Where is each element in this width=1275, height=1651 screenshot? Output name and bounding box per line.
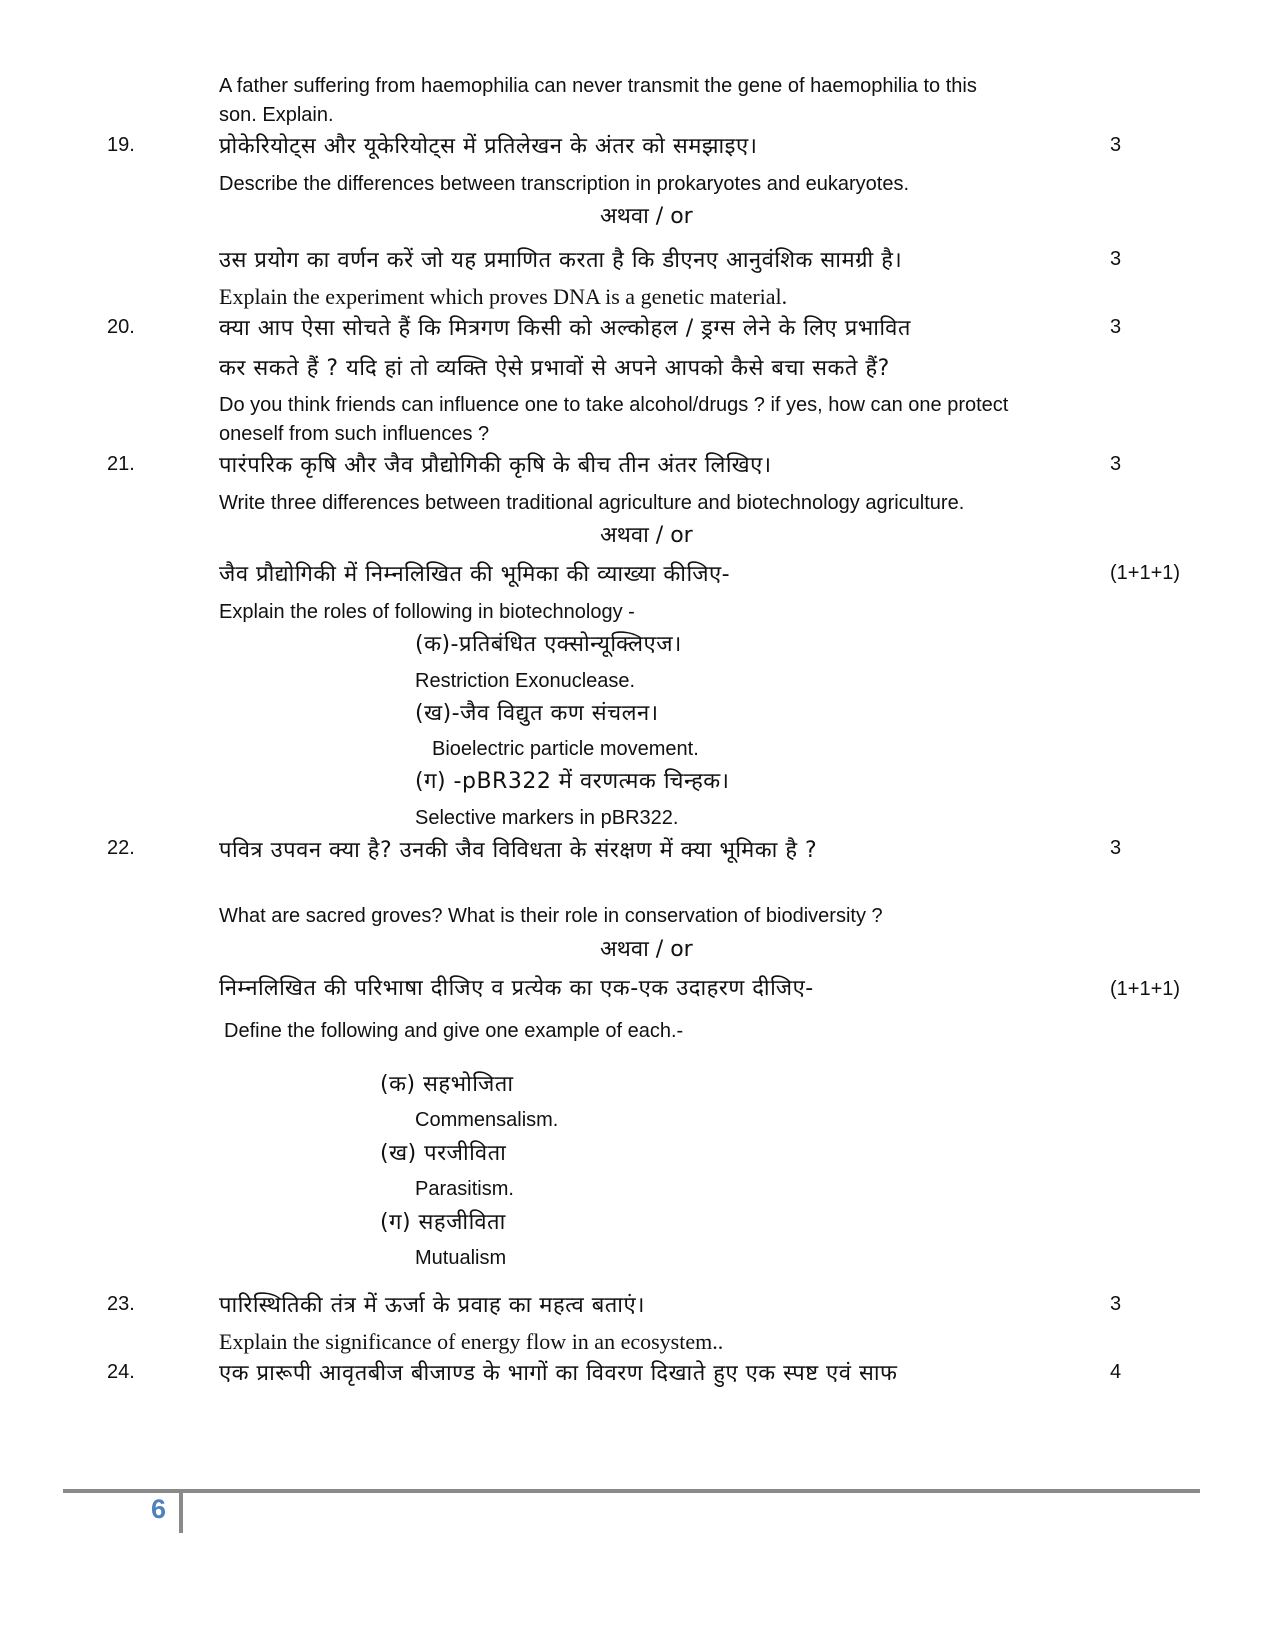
q20-english-line-2: oneself from such influences ? — [219, 423, 490, 445]
footer-rule — [63, 1489, 1200, 1493]
q23-english-text: Explain the significance of energy flow in an ecosystem.. — [219, 1329, 724, 1354]
q22-item-c-english: Mutualism — [415, 1247, 507, 1269]
q22-item-a-english: Commensalism. — [415, 1109, 559, 1131]
q19-or-divider: अथवा / or — [600, 204, 693, 229]
q21-alt-hindi-text: जैव प्रौद्योगिकी में निम्नलिखित की भूमिका की व्याख्या कीजिए- — [219, 562, 731, 587]
q21-item-a-english: Restriction Exonuclease. — [415, 670, 636, 692]
q21-english-text: Write three differences between traditional agriculture and biotechnology agriculture. — [219, 492, 965, 514]
q20-marks: 3 — [1110, 316, 1122, 338]
question-number-20: 20. — [107, 316, 135, 338]
question-number-24: 24. — [107, 1361, 135, 1383]
question-number-23: 23. — [107, 1293, 135, 1315]
q19-alt-hindi-text: उस प्रयोग का वर्णन करें जो यह प्रमाणित करता है कि डीएनए आनुवंशिक सामग्री है। — [219, 248, 903, 273]
q21-hindi-text: पारंपरिक कृषि और जैव प्रौद्योगिकी कृषि के बीच तीन अंतर लिखिए। — [219, 453, 772, 478]
q22-item-b-english: Parasitism. — [415, 1178, 514, 1200]
q21-item-a-hindi: (क)-प्रतिबंधित एक्सोन्यूक्लिएज। — [415, 632, 682, 657]
q18-tail-line-1: A father suffering from haemophilia can never transmit the gene of haemophilia to this — [219, 75, 977, 97]
q22-or-divider: अथवा / or — [600, 937, 693, 962]
q19-alt-marks: 3 — [1110, 248, 1122, 270]
q22-hindi-text: पवित्र उपवन क्या है? उनकी जैव विविधता के संरक्षण में क्या भूमिका है ? — [219, 838, 818, 863]
q24-marks: 4 — [1110, 1361, 1122, 1383]
page-number: 6 — [151, 1494, 167, 1524]
q19-hindi-text: प्रोकेरियोट्स और यूकेरियोट्स में प्रतिलेखन के अंतर को समझाइए। — [219, 134, 758, 159]
footer-divider — [179, 1493, 183, 1533]
q20-english-line-1: Do you think friends can influence one to take alcohol/drugs ? if yes, how can one protect — [219, 394, 1009, 416]
q22-alt-english-text: Define the following and give one example of each.- — [224, 1020, 684, 1042]
q23-hindi-text: पारिस्थितिकी तंत्र में ऊर्जा के प्रवाह का महत्व बताएं। — [219, 1293, 645, 1318]
q22-marks: 3 — [1110, 837, 1122, 859]
q20-hindi-line-1: क्या आप ऐसा सोचते हैं कि मित्रगण किसी को अल्कोहल / ड्रग्स लेने के लिए प्रभावित — [219, 316, 911, 341]
q22-alt-marks: (1+1+1) — [1110, 978, 1181, 1000]
q24-hindi-text: एक प्रारूपी आवृतबीज बीजाण्ड के भागों का विवरण दिखाते हुए एक स्पष्ट एवं साफ — [219, 1361, 898, 1386]
q19-english-text: Describe the differences between transcription in prokaryotes and eukaryotes. — [219, 173, 910, 195]
q18-tail-line-2: son. Explain. — [219, 104, 334, 126]
q21-item-b-english: Bioelectric particle movement. — [432, 738, 699, 760]
question-number-19: 19. — [107, 134, 135, 156]
q23-marks: 3 — [1110, 1293, 1122, 1315]
question-number-21: 21. — [107, 453, 135, 475]
question-number-22: 22. — [107, 837, 135, 859]
q19-marks: 3 — [1110, 134, 1122, 156]
q21-or-divider: अथवा / or — [600, 523, 693, 548]
q21-item-b-hindi: (ख)-जैव विद्युत कण संचलन। — [415, 701, 659, 726]
q21-item-c-hindi: (ग) -pBR322 में वरणत्मक चिन्हक। — [415, 769, 730, 794]
q21-item-c-english: Selective markers in pBR322. — [415, 807, 679, 829]
q19-alt-english-text: Explain the experiment which proves DNA is a genetic material. — [219, 284, 788, 309]
q22-english-text: What are sacred groves? What is their role in conservation of biodiversity ? — [219, 905, 883, 927]
q20-hindi-line-2: कर सकते हैं ? यदि हां तो व्यक्ति ऐसे प्रभावों से अपने आपको कैसे बचा सकते हैं? — [219, 356, 890, 381]
q22-alt-hindi-text: निम्नलिखित की परिभाषा दीजिए व प्रत्येक का एक-एक उदाहरण दीजिए- — [219, 976, 814, 1001]
q21-alt-english-text: Explain the roles of following in biotechnology - — [219, 601, 635, 623]
q21-alt-marks: (1+1+1) — [1110, 562, 1181, 584]
q22-item-a-hindi: (क) सहभोजिता — [380, 1072, 514, 1097]
q22-item-c-hindi: (ग) सहजीविता — [380, 1210, 506, 1235]
q21-marks: 3 — [1110, 453, 1122, 475]
q22-item-b-hindi: (ख) परजीविता — [380, 1141, 507, 1166]
